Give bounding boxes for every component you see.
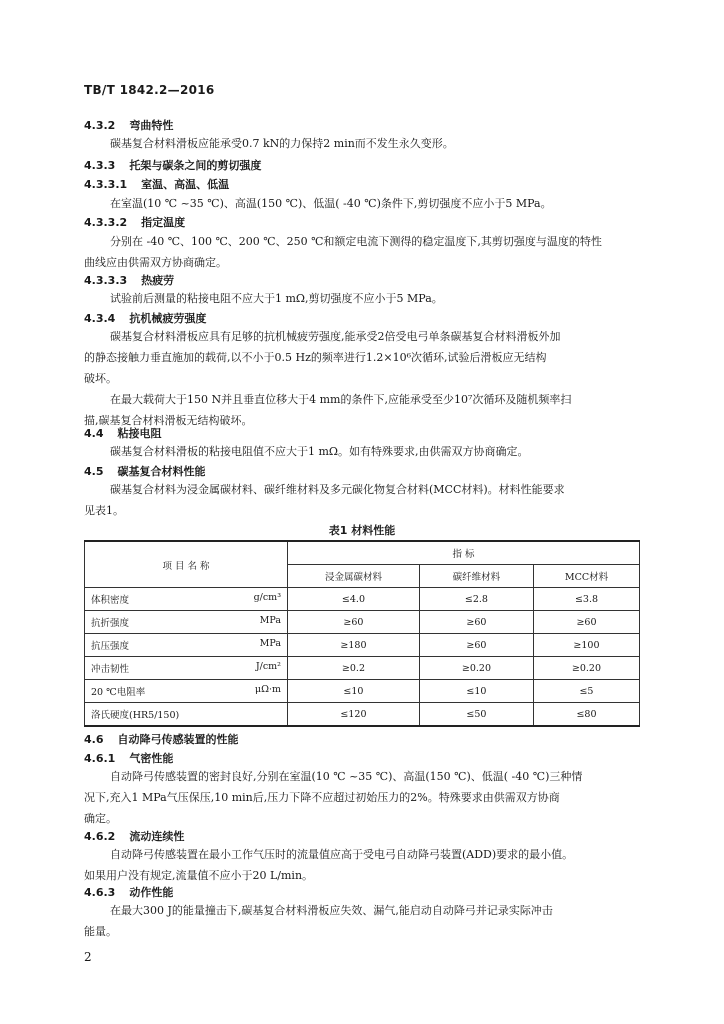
section-4-6-3: 4.6.3 动作性能 bbox=[84, 886, 174, 899]
section-4-6-2: 4.6.2 流动连续性 bbox=[84, 830, 185, 843]
section-4-3-2: 4.3.2 弯曲特性 bbox=[84, 119, 174, 132]
col-header: 碳纤维材料 bbox=[419, 565, 533, 588]
section-4-5: 4.5 碳基复合材料性能 bbox=[84, 465, 206, 478]
para-4-6-1: 自动降弓传感装置的密封良好,分别在室温(10 ℃ ~35 ℃)、高温(150 ℃)、低温( -40 ℃)三种情 况下,充入1 MPa气压保压,10 min后,压力下降不应超过初始压力的2%。特殊要求由供需双方协商 确定。 bbox=[84, 770, 583, 825]
para-4-3-3-1: 在室温(10 ℃ ~35 ℃)、高温(150 ℃)、低温( -40 ℃)条件下,剪切强度不应小于5 MPa。 bbox=[110, 197, 552, 210]
table-row: 抗压强度 MPa ≥180 ≥60 ≥100 bbox=[85, 634, 640, 657]
section-4-4: 4.4 粘接电阻 bbox=[84, 427, 162, 440]
table-row: 抗折强度 MPa ≥60 ≥60 ≥60 bbox=[85, 611, 640, 634]
para-4-6-2: 自动降弓传感装置在最小工作气压时的流量值应高于受电弓自动降弓装置(ADD)要求的最小值。 如果用户没有规定,流量值不应小于20 L/min。 bbox=[84, 848, 574, 882]
col-index-header: 指 标 bbox=[288, 541, 640, 565]
col-header: MCC材料 bbox=[533, 565, 639, 588]
table-row: 体积密度 g/cm³ ≤4.0 ≤2.8 ≤3.8 bbox=[85, 588, 640, 611]
material-properties-table bbox=[84, 540, 640, 727]
table-row: 20 ℃电阻率 μΩ·m ≤10 ≤10 ≤5 bbox=[85, 680, 640, 703]
section-4-6: 4.6 自动降弓传感装置的性能 bbox=[84, 733, 239, 746]
table-row: 冲击韧性 J/cm² ≥0.2 ≥0.20 ≥0.20 bbox=[85, 657, 640, 680]
section-4-3-3-3: 4.3.3.3 热疲劳 bbox=[84, 274, 175, 287]
section-4-3-3-1: 4.3.3.1 室温、高温、低温 bbox=[84, 178, 230, 191]
para-4-4: 碳基复合材料滑板的粘接电阻值不应大于1 mΩ。如有特殊要求,由供需双方协商确定。 bbox=[110, 445, 529, 458]
col-header: 浸金属碳材料 bbox=[288, 565, 420, 588]
para-4-3-3-3: 试验前后测量的粘接电阻不应大于1 mΩ,剪切强度不应小于5 MPa。 bbox=[110, 292, 443, 305]
para-4-3-4-a: 碳基复合材料滑板应具有足够的抗机械疲劳强度,能承受2倍受电弓单条碳基复合材料滑板外加 的静态接触力垂直施加的载荷,以不小于0.5 Hz的频率进行1.2×10⁶次循环,试验后滑板应无结构 破坏。 bbox=[84, 330, 561, 385]
section-4-3-3: 4.3.3 托架与碳条之间的剪切强度 bbox=[84, 159, 262, 172]
document-header: TB/T 1842.2—2016 bbox=[84, 83, 215, 97]
table-row: 洛氏硬度(HR5/150) ≤120 ≤50 ≤80 bbox=[85, 703, 640, 727]
para-4-3-2: 碳基复合材料滑板应能承受0.7 kN的力保持2 min而不发生永久变形。 bbox=[110, 137, 454, 150]
page-number: 2 bbox=[84, 950, 92, 964]
section-4-6-1: 4.6.1 气密性能 bbox=[84, 752, 174, 765]
section-4-3-3-2: 4.3.3.2 指定温度 bbox=[84, 216, 186, 229]
para-4-6-3: 在最大300 J的能量撞击下,碳基复合材料滑板应失效、漏气,能启动自动降弓并记录实际冲击 能量。 bbox=[84, 904, 553, 938]
para-4-5: 碳基复合材料为浸金属碳材料、碳纤维材料及多元碳化物复合材料(MCC材料)。材料性能要求 见表1。 bbox=[84, 483, 565, 517]
col-item-header: 项 目 名 称 bbox=[85, 541, 288, 588]
para-4-3-3-2: 分别在 -40 ℃、100 ℃、200 ℃、250 ℃和额定电流下测得的稳定温度下,其剪切强度与温度的特性 曲线应由供需双方协商确定。 bbox=[84, 235, 602, 269]
section-4-3-4: 4.3.4 抗机械疲劳强度 bbox=[84, 312, 207, 325]
para-4-3-4-b: 在最大载荷大于150 N并且垂直位移大于4 mm的条件下,应能承受至少10⁷次循环及随机频率扫 描,碳基复合材料滑板无结构破坏。 bbox=[84, 393, 572, 427]
table-caption: 表1 材料性能 bbox=[328, 524, 396, 537]
